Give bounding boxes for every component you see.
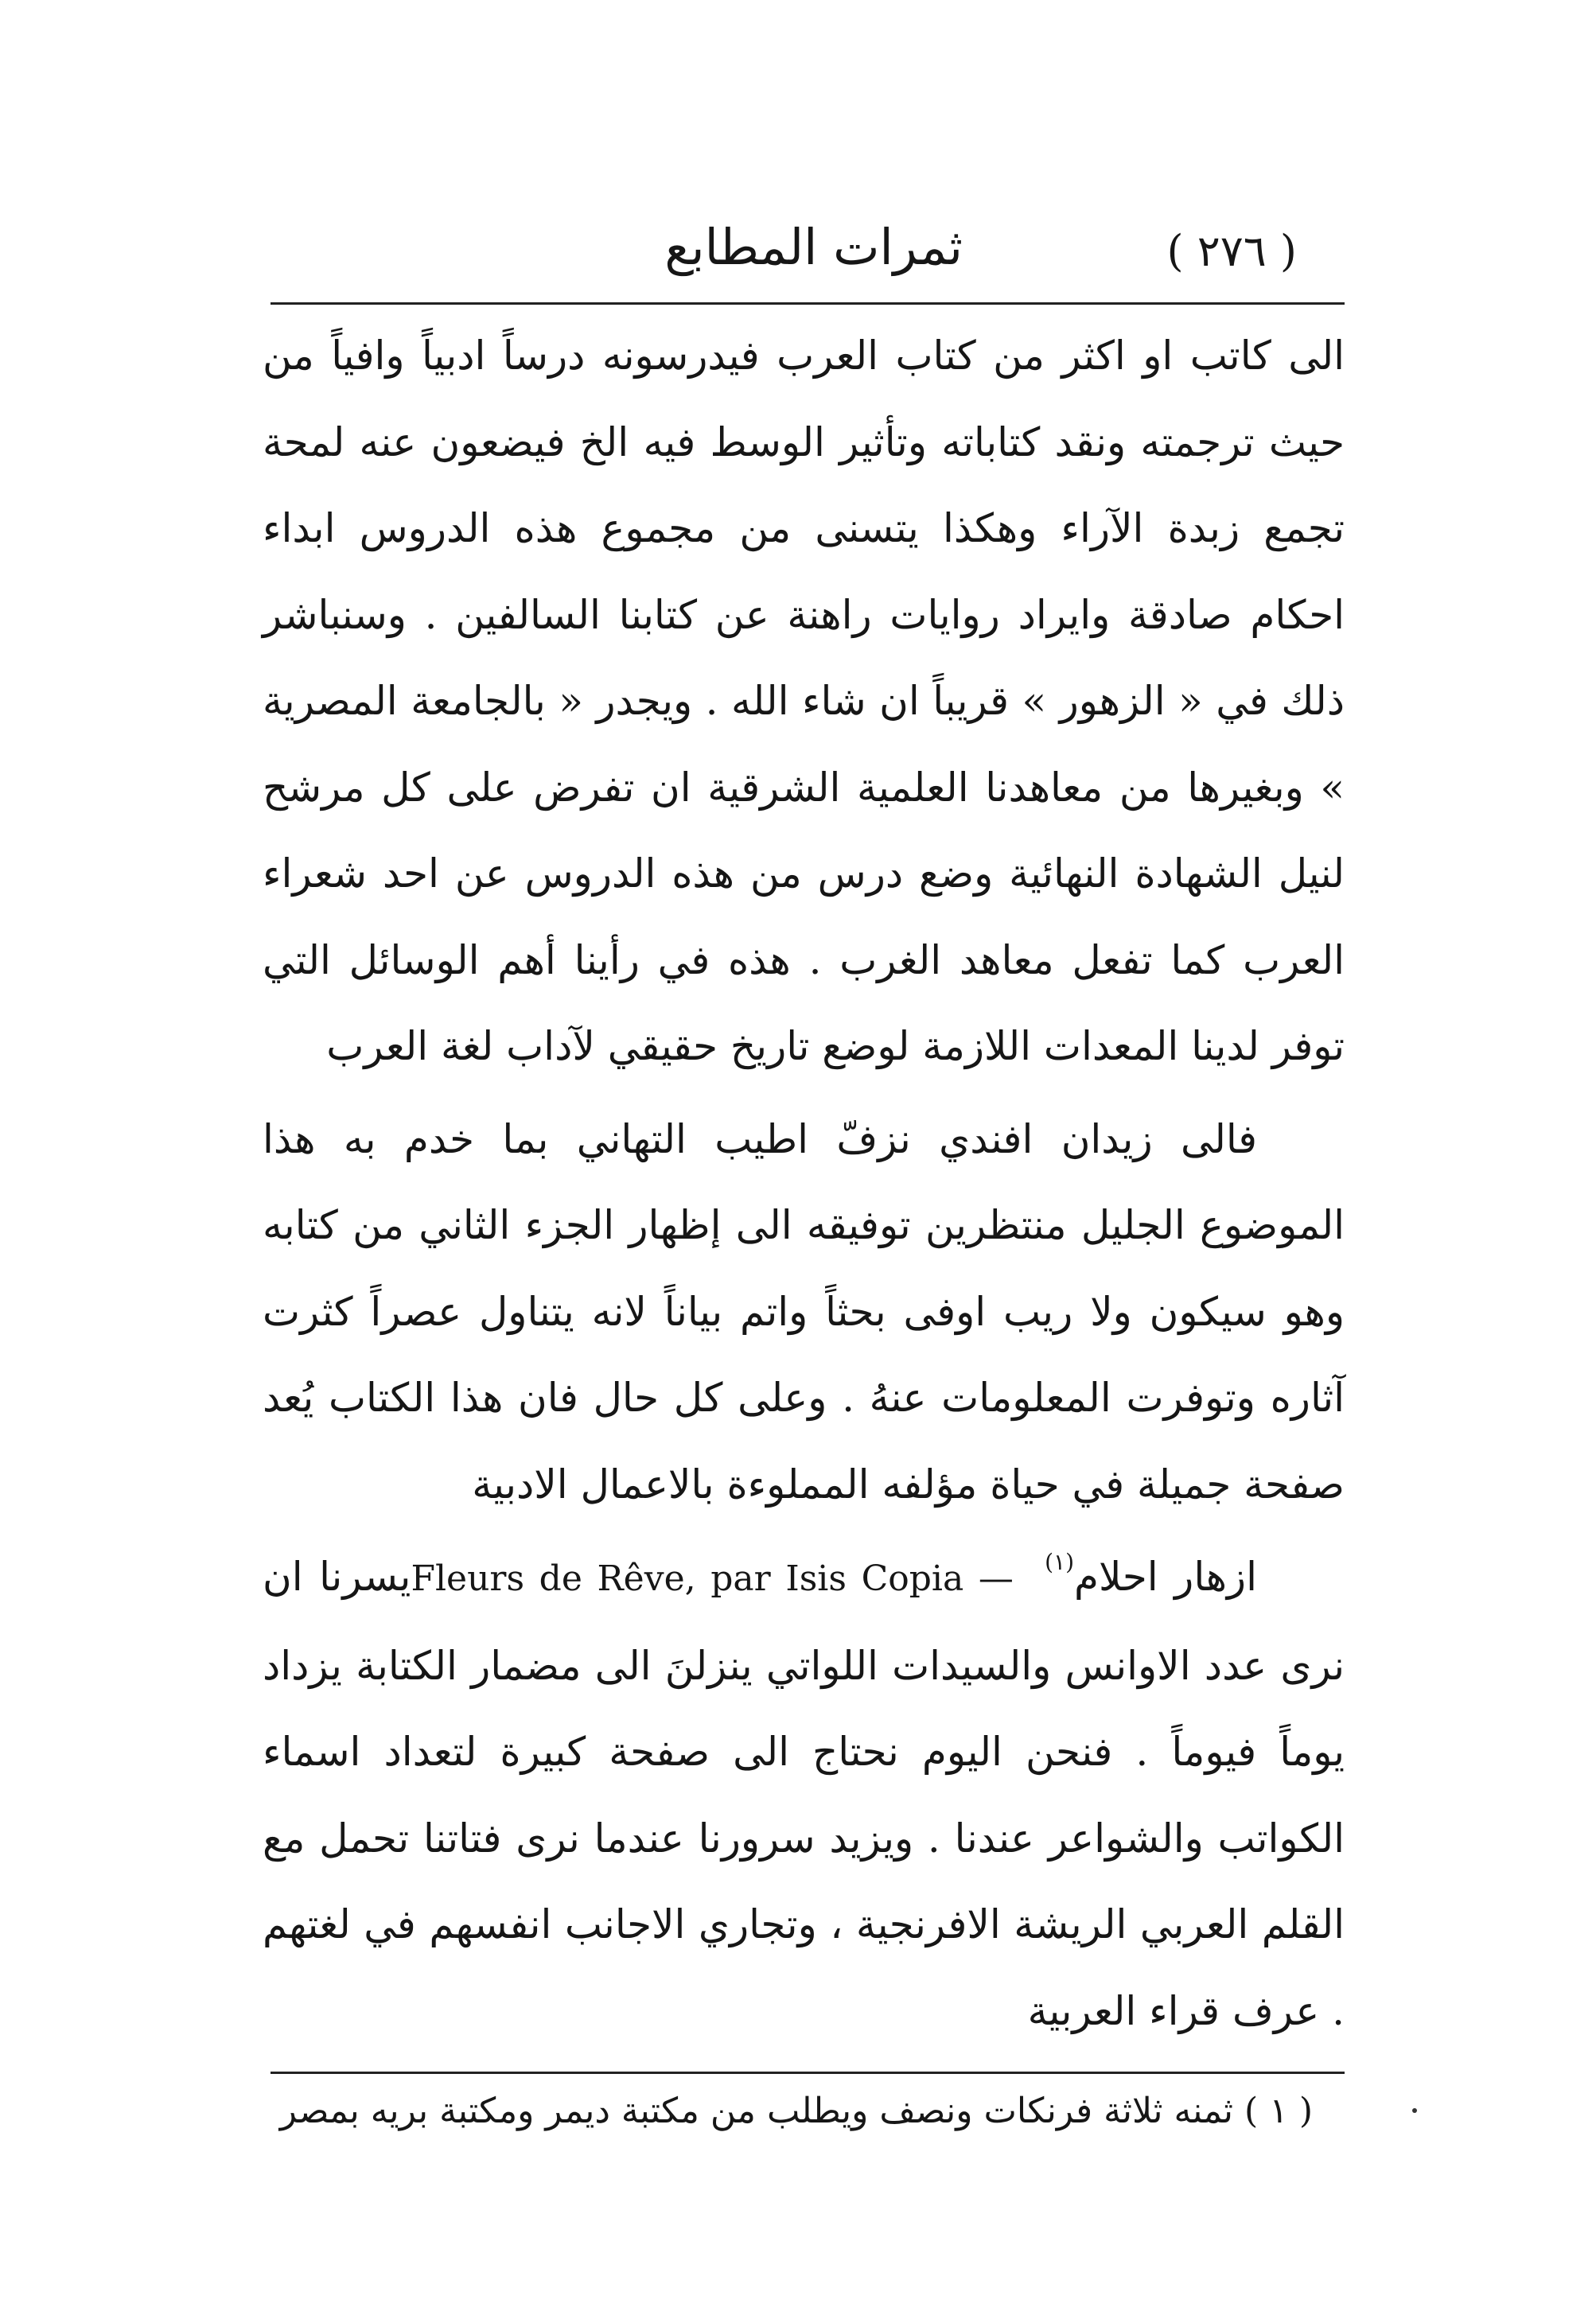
footnote	[263, 2084, 1345, 2139]
header-rule	[271, 302, 1345, 305]
book-title-latin-text: Fleurs de Rêve, par Isis Copia	[411, 1558, 964, 1599]
paragraph-3	[263, 1534, 1345, 2054]
em-dash: —	[963, 1558, 1029, 1599]
page-number: ( ٢٧٦ )	[1166, 226, 1297, 276]
paragraph-3-body: يسرنا ان نرى عدد الاوانس والسيدات اللواتي ينزلنَ الى مضمار الكتابة يزداد يوماً فيوماً . فنحن اليوم نحتاج الى صفحة كبيرة لتعداد اسماء الكواتب والشواعر عندنا . ويزيد سرورنا عندما نرى فتاتنا تحمل مع القلم العربي الريشة الافرنجية ، وتجاري الاجانب انفسهم في لغتهم . عرف قراء العربية	[263, 1554, 1345, 2034]
footnote-text: ثمنه ثلاثة فرنكات ونصف ويطلب من مكتبة ديمر ومكتبة بريه بمصر	[279, 2091, 1234, 2131]
page-header	[263, 215, 1345, 302]
paragraph-1: الى كاتب او اكثر من كتاب العرب فيدرسونه درساً ادبياً وافياً من حيث ترجمته ونقد كتاباته وتأثير الوسط فيه الخ فيضعون عنه لمحة تجمع زبدة الآراء وهكذا يتسنى من مجموع هذه الدروس ابداء احكام صادقة وايراد روايات راهنة عن كتابنا السالفين . وسنباشر ذلك في « الزهور » قريباً ان شاء الله . ويجدر « بالجامعة المصرية » وبغيرها من معاهدنا العلمية الشرقية ان تفرض على كل مرشح لنيل الشهادة النهائية وضع درس من هذه الدروس عن احد شعراء العرب كما تفعل معاهد الغرب . هذه في رأينا أهم الوسائل التي توفر لدينا المعدات اللازمة لوضع تاريخ حقيقي لآداب لغة العرب	[263, 333, 1345, 1069]
footnote-reference: (١)	[1045, 1549, 1075, 1575]
paragraph-2: فالى زيدان افندي نزفّ اطيب التهاني بما خدم به هذا الموضوع الجليل منتظرين توفيقه الى إظهار الجزء الثاني من كتابه وهو سيكون ولا ريب اوفى بحثاً واتم بياناً لانه يتناول عصراً كثرت آثاره وتوفرت المعلومات عنهُ . وعلى كل حال فان هذا الكتاب يُعد صفحة جميلة في حياة مؤلفه المملوءة بالاعمال الادبية	[263, 1115, 1345, 1508]
body-text	[263, 313, 1345, 2054]
footnote-rule	[271, 2072, 1345, 2074]
footnote-marker: ( ١ )	[1244, 2091, 1313, 2131]
book-title-arabic: ازهار احلام	[1074, 1554, 1257, 1600]
book-title-latin	[411, 1558, 1028, 1599]
running-title: ثمرات المطابع	[664, 218, 963, 276]
page-content	[263, 215, 1345, 2139]
scan-speck	[1412, 2108, 1417, 2113]
